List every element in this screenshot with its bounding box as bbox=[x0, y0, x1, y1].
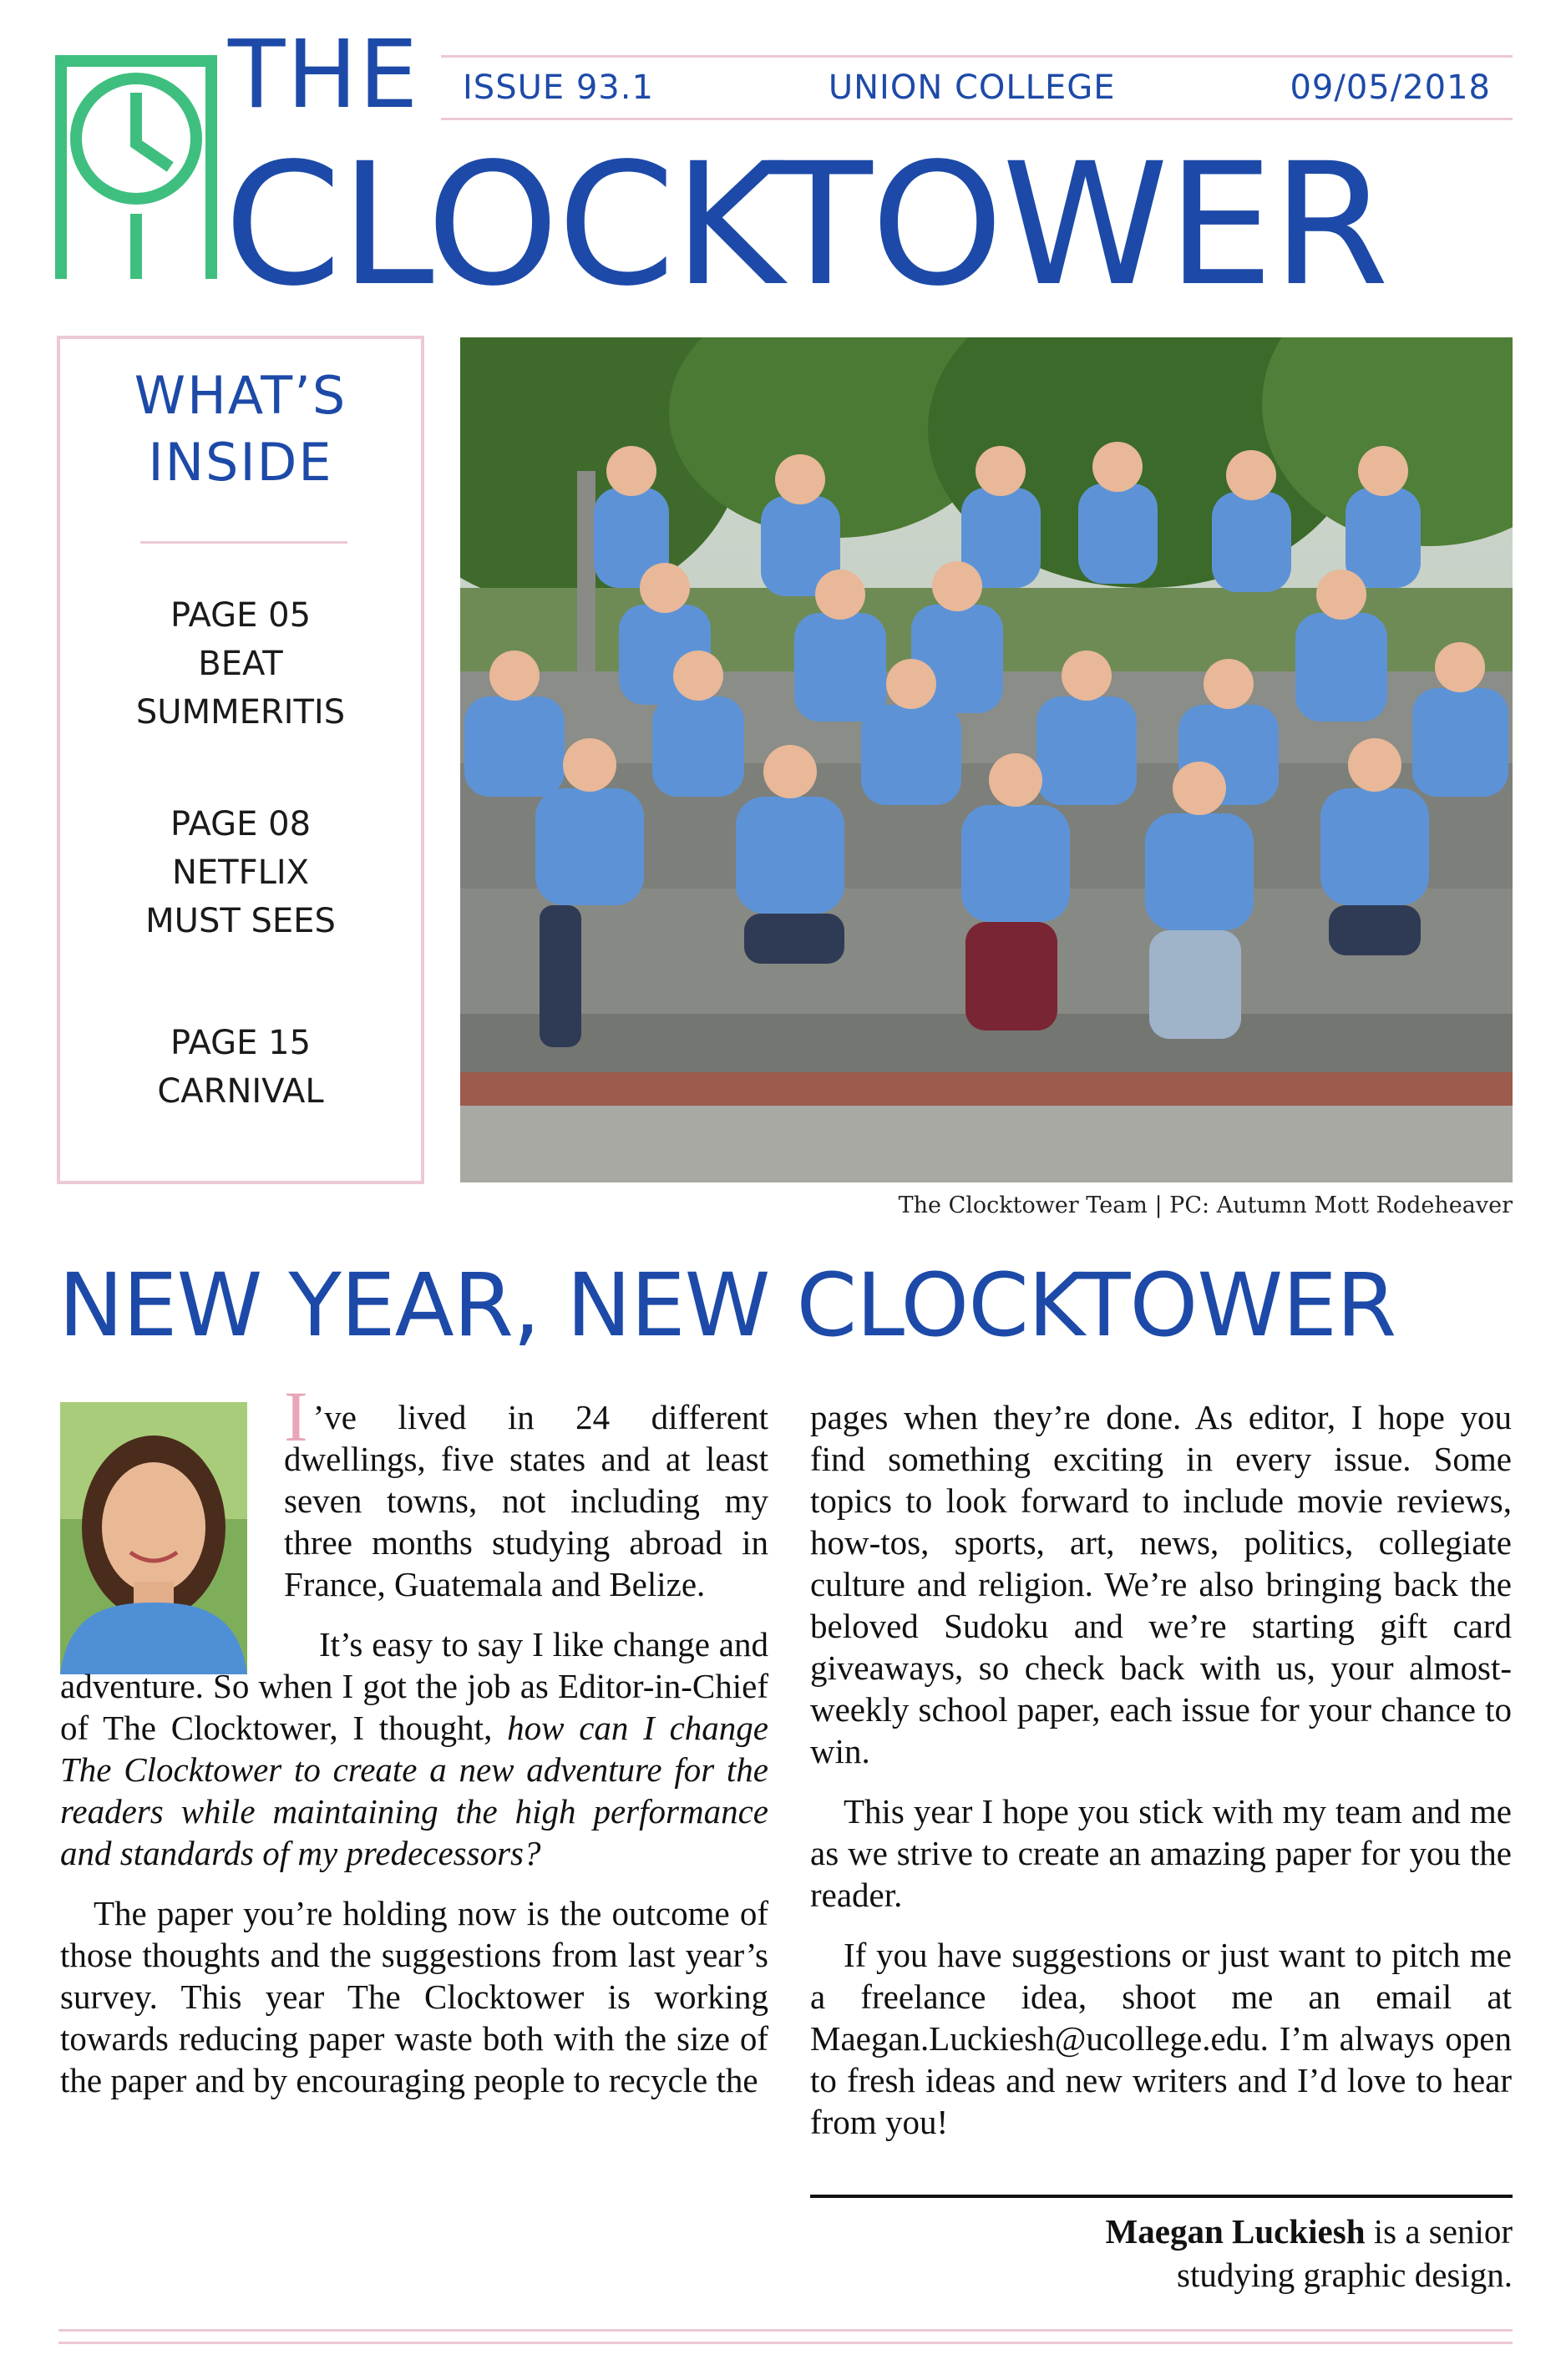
masthead-the: THE bbox=[228, 21, 420, 129]
bio-divider bbox=[810, 2195, 1513, 2198]
team-photo bbox=[460, 337, 1513, 1182]
whats-inside-divider bbox=[140, 541, 347, 544]
masthead-title: CLOCKTOWER bbox=[224, 126, 1388, 323]
photo-caption: The Clocktower Team | PC: Autumn Mott Rodeheaver bbox=[898, 1193, 1513, 1218]
whats-inside-title: WHAT’S INSIDE bbox=[134, 365, 347, 493]
college-name: UNION COLLEGE bbox=[828, 68, 1116, 107]
footer-rule-top bbox=[58, 2329, 1513, 2332]
article-paragraph-3-continued: pages when they’re done. As editor, I hope you find something exciting in every issue. Some topics to look forward to include movie reviews, how-tos, sports, art, news, politics, collegiate culture and religion. We’re also bringing back the beloved Sudoku and we’re starting gift card giveaways, so check back with us, your almost-weekly school paper, each issue for your chance to win. bbox=[810, 1398, 1512, 1770]
masthead-bottom-rule bbox=[441, 118, 1513, 120]
article-paragraph-4: This year I hope you stick with my team and me as we strive to create an amazing paper for you the reader. bbox=[810, 1792, 1512, 1914]
article-paragraph-1: I ’ve lived in 24 different dwellings, five states and at least seven towns, not including my three months studying abroad in France, Guatemala and Belize. bbox=[284, 1376, 768, 1603]
toc-item-carnival[interactable]: PAGE 15 CARNIVAL bbox=[157, 1024, 324, 1111]
article-column-2 bbox=[810, 1396, 1512, 2161]
author-bio: Maegan Luckiesh is a senior studying graphic design. bbox=[1105, 2212, 1513, 2294]
issue-number: ISSUE 93.1 bbox=[463, 68, 654, 107]
drop-cap: I bbox=[284, 1376, 308, 1456]
toc-item-summeritis[interactable]: PAGE 05 BEAT SUMMERITIS bbox=[135, 596, 346, 732]
masthead-info-bar bbox=[441, 63, 1513, 113]
team-photo-illustration bbox=[460, 337, 1513, 1182]
issue-date: 09/05/2018 bbox=[1290, 68, 1491, 107]
toc-item-netflix[interactable]: PAGE 08 NETFLIX MUST SEES bbox=[145, 805, 336, 940]
whats-inside-box bbox=[57, 336, 424, 1184]
article-paragraph-2: It’s easy to say I like change and adventure. So when I got the job as Editor-in-Chief of The Clocktower, I thought, how can I change The Clocktower to create a new adventure for the readers while maintaining the high performance and standards of my predecessors? bbox=[60, 1625, 768, 1872]
article-paragraph-3: The paper you’re holding now is the outcome of those thoughts and the suggestions from last year’s survey. This year The Clocktower is working towards reducing paper waste both with the size of the paper and by encouraging people to recycle the bbox=[60, 1894, 768, 2099]
article-headline: NEW YEAR, NEW CLOCKTOWER bbox=[58, 1254, 1396, 1356]
footer-rule-bottom bbox=[58, 2342, 1513, 2344]
masthead-top-rule bbox=[441, 55, 1513, 58]
author-name: Maegan Luckiesh bbox=[1105, 2212, 1366, 2251]
clocktower-logo-icon bbox=[55, 55, 217, 279]
article-column-1 bbox=[60, 1376, 768, 2119]
article-paragraph-5: If you have suggestions or just want to pitch me a freelance idea, shoot me an email at Maegan.Luckiesh@ucollege.edu. I’m always open to fresh ideas and new writers and I’d love to hear from you! bbox=[810, 1936, 1512, 2141]
